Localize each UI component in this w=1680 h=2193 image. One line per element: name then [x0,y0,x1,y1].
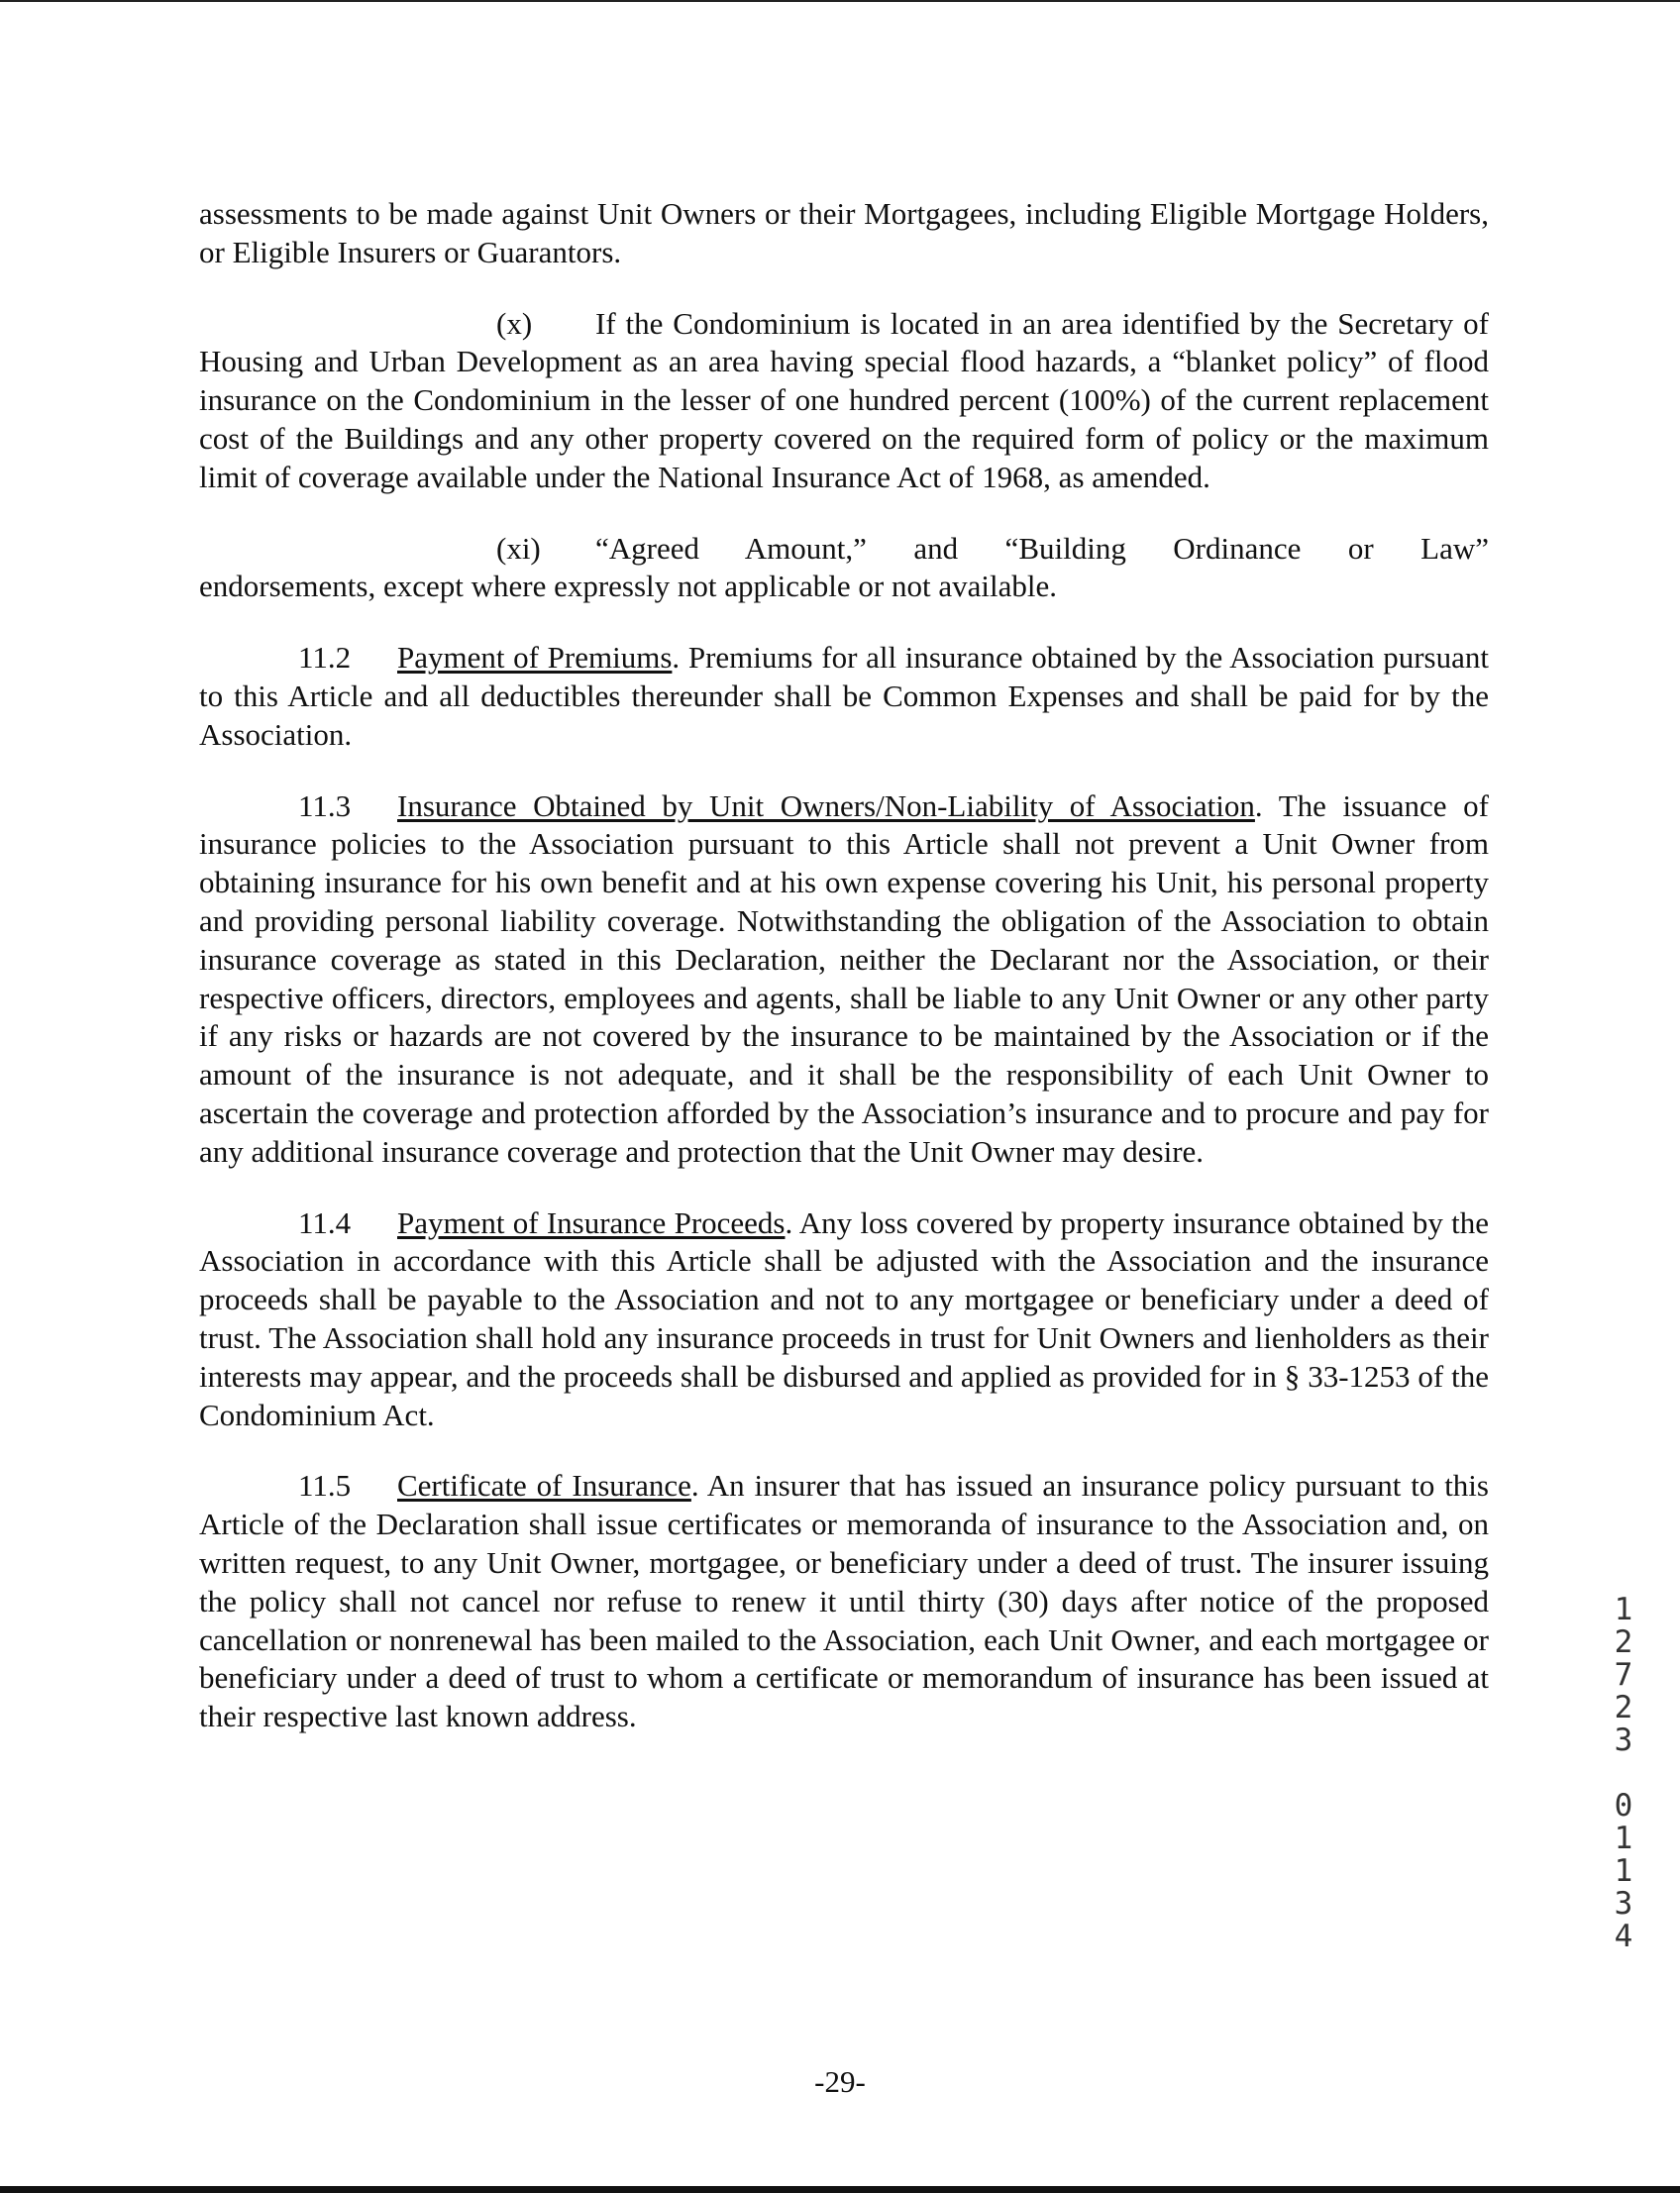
paragraph-intro-text: assessments to be made against Unit Owners or their Mortgagees, including Eligible Mortgage Holders, or Eligible Insurers or Guarantors. [199,196,1489,269]
bottom-border-line [0,2186,1680,2193]
item-xi [199,530,1489,569]
item-xi-number: (xi) [496,530,541,566]
paragraph-intro [199,195,1489,272]
item-xi-text-line1: “Agreed Amount,” and “Building Ordinance or Law” [595,530,1489,566]
section-11-2 [199,639,1489,754]
section-11-3-number: 11.3 [298,787,352,823]
item-x-number: (x) [496,305,533,341]
section-11-5-text: . An insurer that has issued an insurance policy pursuant to this Article of the Declaration shall issue certificates or memoranda of insurance to the Association and, on written request, to any Unit Owner, mortgagee, or beneficiary under a deed of trust. The insurer issuing the policy shall not cancel nor refuse to renew it until thirty (30) days after notice of the proposed cancellation or nonrenewal has been mailed to the Association, each Unit Owner, and each mortgagee or beneficiary under a deed of trust to whom a certificate or memorandum of insurance has been issued at their respective last known address. [199,1468,1489,1734]
section-11-4-text: . Any loss covered by property insurance obtained by the Association in accordance with this Article shall be adjusted with the Association and the insurance proceeds shall be payable to the Association and not to any mortgagee or beneficiary under a deed of trust. The Association shall hold any insurance proceeds in trust for Unit Owners and lienholders as their interests may appear, and the proceeds shall be disbursed and applied as provided for in § 33-1253 of the Condominium Act. [199,1204,1489,1432]
page-number: -29- [814,2064,866,2099]
section-11-4-number: 11.4 [298,1204,352,1240]
section-11-2-number: 11.2 [298,640,352,676]
section-11-2-text: . Premiums for all insurance obtained by the Association pursuant to this Article and all deductibles thereunder shall be Common Expenses and shall be paid for by the Association. [199,640,1489,752]
section-11-4-heading: Payment of Insurance Proceeds [397,1204,786,1240]
section-11-5-heading: Certificate of Insurance [397,1468,691,1504]
section-11-3 [199,787,1489,1172]
item-xi-text-line2: endorsements, except where expressly not applicable or not available. [199,569,1057,604]
section-11-5-number: 11.5 [298,1468,352,1504]
document-page [199,195,1489,1769]
item-xi-continuation [199,568,1489,606]
item-x [199,305,1489,497]
section-11-3-text: . The issuance of insurance policies to the Association pursuant to this Article shall not prevent a Unit Owner from obtaining insurance for his own benefit and at his own expense covering his Unit, his personal property and providing personal liability coverage. Notwithstanding the obligation of the Association to obtain insurance coverage as stated in this Declaration, neither the Declarant nor the Association, or their respective officers, directors, employees and agents, shall be liable to any Unit Owner or any other party if any risks or hazards are not covered by the insurance to be maintained by the Association or if the amount of the insurance is not adequate, and it shall be the responsibility of each Unit Owner to ascertain the coverage and protection afforded by the Association’s insurance and to procure and pay for any additional insurance coverage and protection that the Unit Owner may desire. [199,787,1489,1169]
top-border-line [0,0,1680,2]
section-11-3-heading: Insurance Obtained by Unit Owners/Non-Liability of Association [397,787,1255,823]
item-x-text: If the Condominium is located in an area identified by the Secretary of Housing and Urban Development as an area having special flood hazards, a “blanket policy” of flood insurance on the Condominium in the lesser of one hundred percent (100%) of the current replacement cost of the Buildings and any other property covered on the required form of policy or the maximum limit of coverage available under the National Insurance Act of 1968, as amended. [199,305,1489,494]
section-11-5 [199,1467,1489,1736]
section-11-4 [199,1204,1489,1435]
recording-stamp-number: 12723 01134 [1606,1592,1641,1951]
section-11-2-heading: Payment of Premiums [397,640,673,676]
